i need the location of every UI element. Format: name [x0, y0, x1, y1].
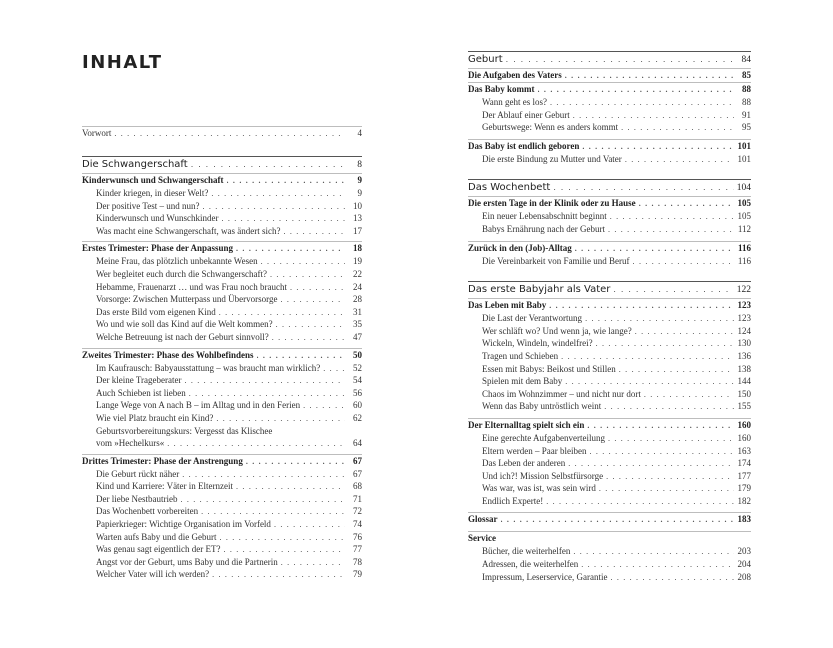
toc-chapter-entry	[468, 82, 751, 96]
toc-chapter-entry	[82, 241, 362, 255]
dot-leader	[261, 256, 345, 268]
toc-page-number: 31	[353, 306, 362, 317]
toc-entry	[468, 210, 751, 223]
toc-entry-title: Vorwort	[82, 128, 112, 138]
toc-page-number: 50	[353, 349, 362, 360]
dot-leader	[276, 319, 345, 331]
toc-entry-title: Das erste Babyjahr als Vater	[468, 284, 611, 296]
toc-entry-title: Zurück in den (Job)-Alltag	[468, 242, 572, 253]
toc-entry-line	[82, 425, 362, 438]
toc-entry	[468, 375, 751, 388]
toc-entry	[82, 437, 362, 450]
toc-entry	[468, 400, 751, 413]
toc-entry	[468, 545, 751, 558]
dot-leader	[227, 174, 345, 187]
toc-entry-title: Und ich?! Mission Selbstfürsorge	[482, 470, 604, 481]
toc-entry	[82, 505, 362, 518]
toc-page-number: 78	[353, 556, 362, 567]
dot-leader	[290, 282, 345, 294]
toc-page-number: 4	[357, 128, 362, 138]
toc-page-number: 9	[357, 188, 362, 198]
toc-entry	[468, 388, 751, 401]
toc-entry	[468, 363, 751, 376]
dot-leader	[573, 110, 734, 122]
toc-page-number: 56	[353, 387, 362, 398]
toc-page-number: 101	[737, 140, 751, 151]
toc-entry-title: Chaos im Wohnzimmer – und nicht nur dort	[482, 388, 641, 399]
toc-chapter-entry	[468, 512, 751, 526]
toc-page-number: 62	[353, 412, 362, 423]
toc-entry	[82, 200, 362, 213]
toc-page-number: 177	[737, 470, 751, 481]
dot-leader	[219, 307, 345, 319]
toc-entry-title: Der Elternalltag spielt sich ein	[468, 419, 585, 430]
toc-chapter-entry	[82, 348, 362, 362]
toc-entry-title: Das Leben mit Baby	[468, 300, 547, 311]
toc-entry	[82, 543, 362, 556]
toc-entry-title: Der Ablauf einer Geburt	[482, 109, 570, 120]
toc-entry-title: Kinderwunsch und Wunschkinder	[96, 213, 219, 224]
toc-page-number: 17	[353, 225, 362, 236]
dot-leader	[274, 519, 345, 531]
toc-entry-title: Wenn das Baby untröstlich weint	[482, 401, 602, 412]
toc-entry	[82, 374, 362, 387]
dot-leader	[283, 226, 345, 238]
toc-entry	[468, 121, 751, 134]
dot-leader	[212, 569, 345, 581]
dot-leader	[589, 446, 734, 458]
toc-page-number: 160	[737, 432, 751, 443]
dot-leader	[585, 313, 734, 325]
toc-entry	[468, 255, 751, 268]
toc-page-number: 76	[353, 531, 362, 542]
toc-entry-title: Was genau sagt eigentlich der ET?	[96, 544, 221, 555]
toc-entry	[82, 331, 362, 344]
toc-entry	[468, 325, 751, 338]
toc-page-number: 77	[353, 544, 362, 555]
toc-chapter-entry	[468, 418, 751, 432]
dot-leader	[546, 496, 734, 508]
dot-leader	[538, 83, 734, 96]
toc-entry-title: Auch Schieben ist lieben	[96, 387, 186, 398]
dot-leader	[606, 471, 734, 483]
toc-entry-title: Essen mit Babys: Beikost und Stillen	[482, 363, 616, 374]
toc-page-number: 67	[353, 468, 362, 479]
toc-page-number: 204	[737, 559, 751, 570]
toc-entry-title: Wickeln, Windeln, windelfrei?	[482, 338, 593, 349]
toc-part-heading	[468, 179, 751, 196]
toc-page-number: 91	[742, 109, 751, 120]
toc-entry-title: Die ersten Tage in der Klinik oder zu Hause	[468, 198, 636, 209]
dot-leader	[608, 433, 734, 445]
dot-leader	[604, 401, 734, 413]
toc-entry-title: Das Baby ist endlich geboren	[468, 140, 580, 151]
toc-entry	[468, 432, 751, 445]
dot-leader	[303, 400, 345, 412]
toc-entry	[82, 212, 362, 225]
toc-page-number: 60	[353, 400, 362, 411]
toc-page-number: 101	[737, 153, 751, 164]
dot-leader	[610, 211, 734, 223]
toc-page-number: 116	[737, 255, 751, 266]
toc-page-number: 124	[737, 325, 751, 336]
dot-leader	[613, 282, 733, 298]
toc-page-number: 71	[353, 493, 362, 504]
toc-page-number: 136	[737, 350, 751, 361]
toc-entry	[82, 362, 362, 375]
toc-entry-title: Die Vereinbarkeit von Familie und Beruf	[482, 255, 630, 266]
toc-entry	[82, 255, 362, 268]
toc-entry-title: Welcher Vater will ich werden?	[96, 569, 210, 580]
dot-leader	[581, 559, 734, 571]
dot-leader	[281, 557, 345, 569]
toc-page-number: 54	[353, 375, 362, 386]
toc-entry	[468, 109, 751, 122]
dot-leader	[549, 299, 734, 312]
toc-entry-title: Der kleine Trageberater	[96, 375, 182, 386]
dot-leader	[596, 338, 734, 350]
toc-page-number: 116	[737, 242, 751, 253]
toc-chapter-entry	[468, 241, 751, 255]
toc-entry	[468, 558, 751, 571]
toc-entry-title: Was war, was ist, was sein wird	[482, 483, 596, 494]
toc-page-number: 72	[353, 506, 362, 517]
toc-page-number: 47	[353, 331, 362, 342]
dot-leader	[550, 97, 734, 109]
toc-entry-title: Meine Frau, das plötzlich unbekannte Wesen	[96, 256, 258, 267]
toc-page-number: 18	[353, 243, 362, 254]
dot-leader	[568, 458, 734, 470]
toc-entry-title: Im Kaufrausch: Babyausstattung – was braucht man wirklich?	[96, 362, 321, 373]
toc-entry	[82, 531, 362, 544]
toc-entry	[82, 468, 362, 481]
dot-leader	[619, 364, 734, 376]
dot-leader	[114, 127, 345, 140]
dot-leader	[182, 469, 345, 481]
toc-entry-title: Warten aufs Baby und die Geburt	[96, 531, 217, 542]
toc-entry	[468, 223, 751, 236]
toc-entry-title: Spielen mit dem Baby	[482, 376, 563, 387]
toc-front-entry	[82, 126, 362, 140]
toc-entry	[468, 153, 751, 166]
dot-leader	[582, 140, 734, 153]
toc-page-number: 19	[353, 256, 362, 267]
toc-chapter-heading	[468, 531, 751, 545]
dot-leader	[553, 180, 733, 196]
toc-chapter-entry	[468, 139, 751, 153]
toc-entry-title: Das Wochenbett vorbereiten	[96, 506, 199, 517]
toc-page-number: 13	[353, 213, 362, 224]
toc-page-number: 123	[737, 313, 751, 324]
toc-entry-title: Angst vor der Geburt, ums Baby und die Partnerin	[96, 556, 278, 567]
toc-entry-title: Geburt	[468, 54, 503, 65]
toc-chapter-entry	[468, 68, 751, 82]
dot-leader	[270, 269, 345, 281]
toc-chapter-entry	[82, 454, 362, 468]
toc-entry-title: Kind und Karriere: Väter in Elternzeit	[96, 481, 234, 492]
dot-leader	[625, 154, 734, 166]
toc-part-heading	[468, 281, 751, 298]
toc-entry	[468, 312, 751, 325]
dot-leader	[573, 546, 734, 558]
toc-entry-title: Lange Wege von A nach B – im Alltag und in den Ferien	[96, 400, 301, 411]
toc-entry	[468, 350, 751, 363]
toc-entry-title: Wie viel Platz braucht ein Kind?	[96, 412, 214, 423]
toc-left-column	[82, 126, 362, 581]
toc-entry	[468, 445, 751, 458]
toc-entry-title: Tragen und Schieben	[482, 350, 559, 361]
toc-page-number: 183	[737, 514, 751, 525]
toc-page-number: 182	[737, 495, 751, 506]
toc-entry	[82, 281, 362, 294]
toc-entry	[82, 187, 362, 200]
toc-entry-title: Hebamme, Frauenarzt … und was Frau noch braucht	[96, 281, 287, 292]
toc-page-number: 95	[742, 122, 751, 133]
dot-leader	[184, 375, 345, 387]
toc-entry	[82, 318, 362, 331]
dot-leader	[323, 363, 345, 375]
toc-entry	[82, 518, 362, 531]
toc-entry	[468, 571, 751, 584]
toc-entry	[82, 493, 362, 506]
dot-leader	[639, 197, 734, 210]
toc-page-number: 122	[736, 285, 751, 296]
toc-page-number: 105	[737, 211, 751, 222]
toc-page-number: 22	[353, 268, 362, 279]
toc-entry-title: Die Last der Verantwortung	[482, 313, 583, 324]
toc-page-number: 112	[737, 223, 751, 234]
toc-entry	[82, 399, 362, 412]
dot-leader	[220, 532, 346, 544]
dot-leader	[599, 483, 734, 495]
toc-page-number: 84	[741, 55, 751, 65]
toc-right-column	[468, 51, 751, 583]
toc-page-number: 174	[737, 458, 751, 469]
toc-page-number: 155	[737, 401, 751, 412]
toc-entry-title: Wer begleitet euch durch die Schwangerschaft?	[96, 268, 267, 279]
toc-entry	[82, 225, 362, 238]
toc-entry-title: Was macht eine Schwangerschaft, was ändert sich?	[96, 225, 281, 236]
toc-page-number: 9	[357, 175, 362, 185]
dot-leader	[610, 572, 734, 584]
dot-leader	[575, 242, 734, 255]
toc-page-number: 24	[353, 281, 362, 292]
toc-page-number: 8	[357, 160, 362, 170]
dot-leader	[236, 481, 345, 493]
dot-leader	[608, 224, 734, 236]
dot-leader	[501, 513, 734, 526]
toc-entry	[82, 268, 362, 281]
toc-entry	[82, 306, 362, 319]
toc-page-number: 85	[742, 70, 751, 80]
toc-entry	[468, 482, 751, 495]
toc-page-number: 179	[737, 483, 751, 494]
toc-page-number: 35	[353, 319, 362, 330]
dot-leader	[644, 389, 734, 401]
dot-leader	[236, 242, 345, 255]
toc-page-number: 79	[353, 569, 362, 580]
toc-entry-title: Adressen, die weiterhelfen	[482, 559, 579, 570]
toc-chapter-entry	[82, 173, 362, 187]
toc-page-number: 208	[737, 571, 751, 582]
dot-leader	[221, 213, 345, 225]
toc-entry-title: Die Schwangerschaft	[82, 159, 188, 170]
dot-leader	[561, 351, 734, 363]
toc-entry	[82, 293, 362, 306]
dot-leader	[272, 332, 345, 344]
toc-entry-title: Der positive Test – und nun?	[96, 200, 200, 211]
toc-entry-title: Glossar	[468, 514, 498, 525]
toc-page-number: 74	[353, 519, 362, 530]
toc-page-number: 138	[737, 363, 751, 374]
dot-leader	[635, 326, 734, 338]
toc-entry-title: Eine gerechte Aufgabenverteilung	[482, 432, 605, 443]
toc-entry-title: Eltern werden – Paar bleiben	[482, 445, 587, 456]
toc-entry-title: Papierkrieger: Wichtige Organisation im Vorfeld	[96, 519, 271, 530]
dot-leader	[621, 122, 734, 134]
toc-entry-title: Die erste Bindung zu Mutter und Vater	[482, 153, 622, 164]
dot-leader	[633, 256, 734, 268]
toc-entry	[468, 96, 751, 109]
toc-page-number: 130	[737, 338, 751, 349]
toc-entry-title: Der liebe Nestbautrieb	[96, 493, 178, 504]
toc-page-number: 144	[737, 376, 751, 387]
toc-entry	[468, 470, 751, 483]
toc-entry-title: Kinder kriegen, in dieser Welt?	[96, 188, 209, 198]
toc-entry-title: Das Baby kommt	[468, 84, 535, 94]
toc-chapter-entry	[468, 196, 751, 210]
toc-entry-title: Das Leben der anderen	[482, 458, 566, 469]
toc-entry-title: Wo und wie soll das Kind auf die Welt kommen?	[96, 319, 273, 330]
toc-page-number: 88	[742, 97, 751, 107]
toc-page-number: 150	[737, 388, 751, 399]
toc-entry	[82, 387, 362, 400]
toc-entry	[82, 480, 362, 493]
toc-entry	[82, 568, 362, 581]
dot-leader	[216, 413, 345, 425]
dot-leader	[565, 69, 734, 82]
toc-entry-title: Endlich Experte!	[482, 495, 544, 506]
toc-entry-title: Vorsorge: Zwischen Mutterpass und Übervorsorge	[96, 294, 278, 305]
toc-entry-title: Bücher, die weiterhelfen	[482, 546, 571, 557]
toc-entry	[468, 457, 751, 470]
toc-entry-title: Service	[468, 533, 496, 544]
toc-entry-title: vom »Hechelkurs«	[96, 438, 165, 449]
toc-page-number: 163	[737, 445, 751, 456]
toc-entry-title: Die Aufgaben des Vaters	[468, 70, 562, 80]
toc-chapter-entry	[468, 298, 751, 312]
toc-page-number: 68	[353, 481, 362, 492]
toc-entry-title: Babys Ernährung nach der Geburt	[482, 223, 605, 234]
toc-entry-title: Die Geburt rückt näher	[96, 468, 180, 479]
toc-part-heading	[82, 156, 362, 173]
dot-leader	[191, 157, 345, 173]
toc-entry-title: Das Wochenbett	[468, 182, 551, 194]
dot-leader	[167, 438, 345, 450]
toc-entry-title: Ein neuer Lebensabschnitt beginnt	[482, 211, 607, 222]
toc-page-number: 10	[353, 200, 362, 211]
dot-leader	[202, 201, 345, 213]
dot-leader	[257, 349, 346, 362]
toc-page-number: 28	[353, 294, 362, 305]
toc-entry-title: Zweites Trimester: Phase des Wohlbefindens	[82, 349, 254, 360]
toc-part-heading	[468, 51, 751, 68]
toc-page-number: 104	[736, 183, 751, 194]
toc-entry	[468, 337, 751, 350]
toc-page-number: 52	[353, 362, 362, 373]
toc-entry-title: Wer schläft wo? Und wenn ja, wie lange?	[482, 325, 632, 336]
toc-entry-title: Erstes Trimester: Phase der Anpassung	[82, 243, 234, 254]
toc-entry-title: Geburtsvorbereitungskurs: Vergesst das Klischee	[96, 425, 273, 436]
dot-leader	[587, 419, 734, 432]
toc-page-number: 64	[353, 438, 362, 449]
dot-leader	[280, 294, 345, 306]
toc-page-number: 160	[737, 419, 751, 430]
dot-leader	[565, 376, 734, 388]
toc-entry	[82, 556, 362, 569]
toc-page-number: 67	[353, 455, 362, 466]
dot-leader	[189, 388, 345, 400]
toc-entry-title: Impressum, Leserservice, Garantie	[482, 571, 608, 582]
toc-entry-title: Geburtswege: Wenn es anders kommt	[482, 122, 619, 133]
dot-leader	[223, 544, 345, 556]
toc-entry	[82, 412, 362, 425]
toc-page-number: 203	[737, 546, 751, 557]
toc-entry-title: Welche Betreuung ist nach der Geburt sinnvoll?	[96, 331, 269, 342]
dot-leader	[201, 506, 345, 518]
toc-entry	[468, 495, 751, 508]
dot-leader	[246, 455, 345, 468]
toc-page-number: 88	[742, 84, 751, 94]
toc-entry-title: Drittes Trimester: Phase der Anstrengung	[82, 455, 243, 466]
dot-leader	[180, 494, 345, 506]
toc-entry-title: Das erste Bild vom eigenen Kind	[96, 306, 216, 317]
toc-page-number: 123	[737, 300, 751, 311]
dot-leader	[506, 52, 734, 68]
page-title: INHALT	[82, 52, 163, 73]
toc-entry-title: Kinderwunsch und Schwangerschaft	[82, 175, 224, 185]
dot-leader	[211, 188, 345, 200]
toc-entry-title: Wann geht es los?	[482, 97, 548, 107]
toc-page-number: 105	[737, 198, 751, 209]
